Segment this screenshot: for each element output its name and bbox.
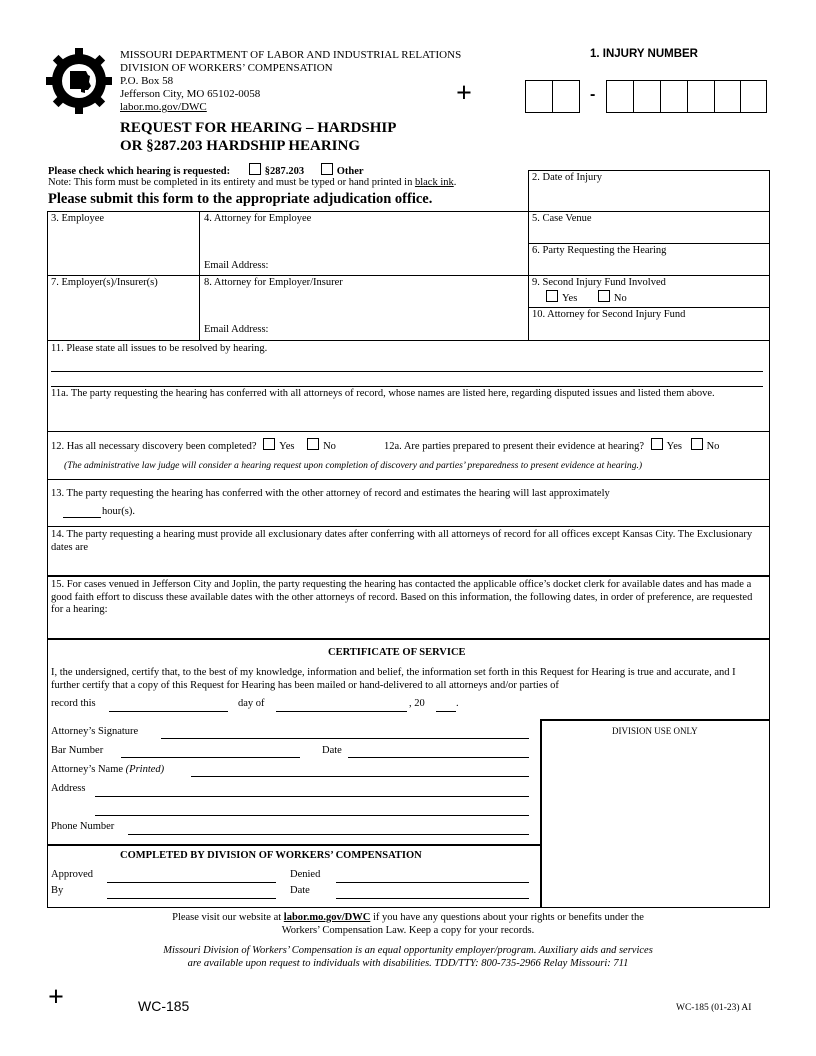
right-column-divider — [528, 170, 529, 340]
year-prefix-label: , 20 — [409, 698, 425, 709]
record-this-label: record this — [51, 698, 96, 709]
section-12-note: (The administrative law judge will consider a hearing request upon completion of discovery and parties’ preparedness to present evidence at hearing.) — [64, 460, 643, 471]
cert-date-input[interactable] — [348, 757, 529, 758]
injury-number-field[interactable] — [525, 80, 767, 113]
record-month-input[interactable] — [276, 711, 407, 712]
denied-label: Denied — [290, 869, 321, 880]
date-of-injury-label: 2. Date of Injury — [532, 172, 602, 183]
division-use-top — [540, 719, 770, 721]
signature-input[interactable] — [161, 738, 529, 739]
employer-insurer-label: 7. Employer(s)/Insurer(s) — [51, 277, 158, 288]
approved-label: Approved — [51, 869, 93, 880]
hearing-type-prompt: Please check which hearing is requested: — [48, 166, 231, 177]
form-border-bottom — [47, 907, 770, 908]
footer-eeo — [0, 944, 816, 970]
row-rule-thick — [47, 844, 541, 846]
hearing-other-label: Other — [336, 166, 364, 177]
address-input-line2[interactable] — [95, 815, 529, 816]
record-day-input[interactable] — [109, 711, 228, 712]
section-15-text: 15. For cases venued in Jefferson City and Joplin, the party requesting the hearing has contacted the applicable office’s docket clerk for available dates and has made a good faith effort to discuss these available dates with the other attorneys of record. Based on this information, the following dates, in order of preference, are requested for a hearing: — [51, 579, 753, 615]
injury-number-box[interactable] — [660, 80, 688, 113]
form-title-line1: REQUEST FOR HEARING – HARDSHIP — [120, 120, 397, 136]
address-input[interactable] — [95, 796, 529, 797]
record-year-input[interactable] — [436, 711, 456, 712]
employee-label: 3. Employee — [51, 213, 105, 224]
completed-date-input[interactable] — [336, 898, 529, 899]
footer-website-link[interactable]: labor.mo.gov/DWC — [283, 912, 371, 923]
bar-number-input[interactable] — [121, 757, 300, 758]
injury-number-box[interactable] — [633, 80, 661, 113]
row-rule — [47, 275, 770, 276]
certificate-title: CERTIFICATE OF SERVICE — [328, 647, 466, 658]
day-of-label: day of — [238, 698, 265, 709]
form-revision: WC-185 (01-23) AI — [676, 1003, 752, 1013]
sif-label: 9. Second Injury Fund Involved — [532, 277, 666, 288]
injury-number-box[interactable] — [740, 80, 767, 113]
row-rule — [528, 243, 770, 244]
agency-name: MISSOURI DEPARTMENT OF LABOR AND INDUSTRIAL RELATIONS — [120, 49, 462, 61]
division-name: DIVISION OF WORKERS’ COMPENSATION — [120, 62, 333, 74]
hearing-type-row — [48, 163, 364, 177]
section-12a-question: 12a. Are parties prepared to present their evidence at hearing? — [384, 441, 645, 452]
ink-note-text: Note: This form must be completed in its entirety and must be typed or hand printed in — [48, 177, 415, 188]
hearing-287203-label: §287.203 — [264, 166, 305, 177]
row-rule-thick — [47, 575, 770, 577]
section-11a-text: 11a. The party requesting the hearing has conferred with all attorneys of record, whose names are listed here, regarding disputed issues and listed them above. — [51, 388, 715, 399]
form-border-left — [47, 211, 48, 907]
hearing-287203-checkbox[interactable] — [249, 163, 261, 175]
address-label: Address — [51, 783, 86, 794]
denied-input[interactable] — [336, 882, 529, 883]
attorney-sif-label: 10. Attorney for Second Injury Fund — [532, 309, 686, 320]
case-venue-label: 5. Case Venue — [532, 213, 592, 224]
printed-label: (Printed) — [125, 764, 165, 775]
cert-date-label: Date — [322, 745, 342, 756]
injury-number-box[interactable] — [525, 80, 553, 113]
attorney-employee-label: 4. Attorney for Employee — [204, 213, 312, 224]
discovery-no-label: No — [323, 441, 336, 452]
form-border-right — [769, 170, 770, 907]
attorney-name-label-row — [51, 764, 164, 777]
agency-website-link[interactable]: labor.mo.gov/DWC — [120, 101, 207, 113]
registration-plus-mark-bottom: + — [48, 982, 64, 1013]
division-use-label: DIVISION USE ONLY — [612, 726, 698, 736]
footer-visit-suffix: if you have any questions about your rights or benefits under the — [370, 912, 644, 923]
row-rule — [47, 431, 770, 432]
submit-instruction: Please submit this form to the appropriate adjudication office. — [48, 191, 433, 207]
footer-visit — [0, 911, 816, 937]
injury-number-label: 1. INJURY NUMBER — [590, 48, 698, 60]
po-box: P.O. Box 58 — [120, 75, 174, 87]
section-12-row — [51, 438, 336, 454]
date-of-injury-top — [528, 170, 770, 171]
attorney-employer-email-label: Email Address: — [204, 324, 269, 335]
discovery-no-checkbox[interactable] — [307, 438, 319, 450]
by-label: By — [51, 885, 64, 896]
phone-input[interactable] — [128, 834, 529, 835]
injury-number-box[interactable] — [714, 80, 741, 113]
sif-options — [542, 290, 627, 306]
registration-plus-mark: + — [456, 78, 472, 109]
footer-visit-prefix: Please visit our website at — [172, 912, 284, 923]
section-13-text: 13. The party requesting the hearing has conferred with the other attorney of record and estimates the hearing will last approximately — [51, 488, 610, 499]
section-11-label: 11. Please state all issues to be resolved by hearing. — [51, 343, 268, 354]
ink-note-black-ink: black ink — [414, 177, 454, 188]
row-rule — [47, 479, 770, 480]
sif-no-label: No — [613, 293, 627, 304]
injury-number-dash: - — [590, 86, 596, 103]
by-input[interactable] — [107, 898, 276, 899]
division-use-left — [540, 719, 542, 907]
injury-number-box[interactable] — [687, 80, 715, 113]
footer-eeo-line2: are available upon request to individuals with disabilities. TDD/TTY: 800-735-2966 Relay Missouri: 711 — [187, 958, 629, 969]
injury-number-box[interactable] — [552, 80, 580, 113]
bar-number-label: Bar Number — [51, 745, 104, 756]
row-rule-thick — [47, 638, 770, 640]
hours-input[interactable] — [63, 517, 101, 518]
sif-yes-label: Yes — [562, 293, 578, 304]
sif-no-checkbox[interactable] — [598, 290, 610, 302]
row-rule — [47, 526, 770, 527]
signature-label: Attorney’s Signature — [51, 726, 139, 737]
section-12-question: 12. Has all necessary discovery been completed? — [51, 441, 257, 452]
attorney-name-input[interactable] — [191, 776, 529, 777]
prepared-yes-checkbox[interactable] — [651, 438, 663, 450]
completed-title: COMPLETED BY DIVISION OF WORKERS’ COMPENSATION — [120, 850, 422, 861]
section-14-text: 14. The party requesting a hearing must provide all exclusionary dates after conferring with all attorneys of record for all offices except Kansas City. The Exclusionary dates are — [51, 529, 753, 553]
row-rule — [528, 307, 770, 308]
year-period: . — [456, 698, 459, 709]
issues-line[interactable] — [51, 371, 763, 372]
sif-yes-checkbox[interactable] — [546, 290, 558, 302]
form-id: WC-185 — [138, 998, 190, 1014]
form-title-line2: OR §287.203 HARDSHIP HEARING — [120, 138, 361, 154]
ink-note — [48, 177, 456, 188]
row-rule — [47, 211, 770, 212]
ink-note-period: . — [453, 177, 457, 188]
attorney-employee-email-label: Email Address: — [204, 260, 269, 271]
phone-label: Phone Number — [51, 821, 115, 832]
injury-number-box[interactable] — [606, 80, 634, 113]
hours-label: hour(s). — [102, 506, 135, 517]
completed-date-label: Date — [290, 885, 310, 896]
issues-line[interactable] — [51, 386, 763, 387]
certificate-body: I, the undersigned, certify that, to the best of my knowledge, information and belief, the information set forth in this Request for Hearing is true and accurate, and I further certify that a copy of this Request for Hearing has been mailed or hand-delivered to all attorneys and/or parties of — [51, 667, 736, 691]
party-requesting-label: 6. Party Requesting the Hearing — [532, 245, 667, 256]
discovery-yes-label: Yes — [279, 441, 295, 452]
footer-eeo-line1: Missouri Division of Workers’ Compensation is an equal opportunity employer/program. Auxiliary aids and services — [163, 945, 653, 956]
hearing-other-checkbox[interactable] — [321, 163, 333, 175]
section-12a-row — [384, 438, 719, 454]
attorney-employer-label: 8. Attorney for Employer/Insurer — [204, 277, 343, 288]
prepared-no-label: No — [706, 441, 720, 452]
row-rule — [47, 340, 770, 341]
state-seal-logo — [44, 46, 114, 116]
prepared-no-checkbox[interactable] — [691, 438, 703, 450]
attorney-name-label: Attorney’s Name — [51, 764, 124, 775]
prepared-yes-label: Yes — [666, 441, 682, 452]
discovery-yes-checkbox[interactable] — [263, 438, 275, 450]
city-state-zip: Jefferson City, MO 65102-0058 — [120, 88, 261, 100]
approved-input[interactable] — [107, 882, 276, 883]
footer-visit-line2: Workers’ Compensation Law. Keep a copy for your records. — [281, 925, 535, 936]
